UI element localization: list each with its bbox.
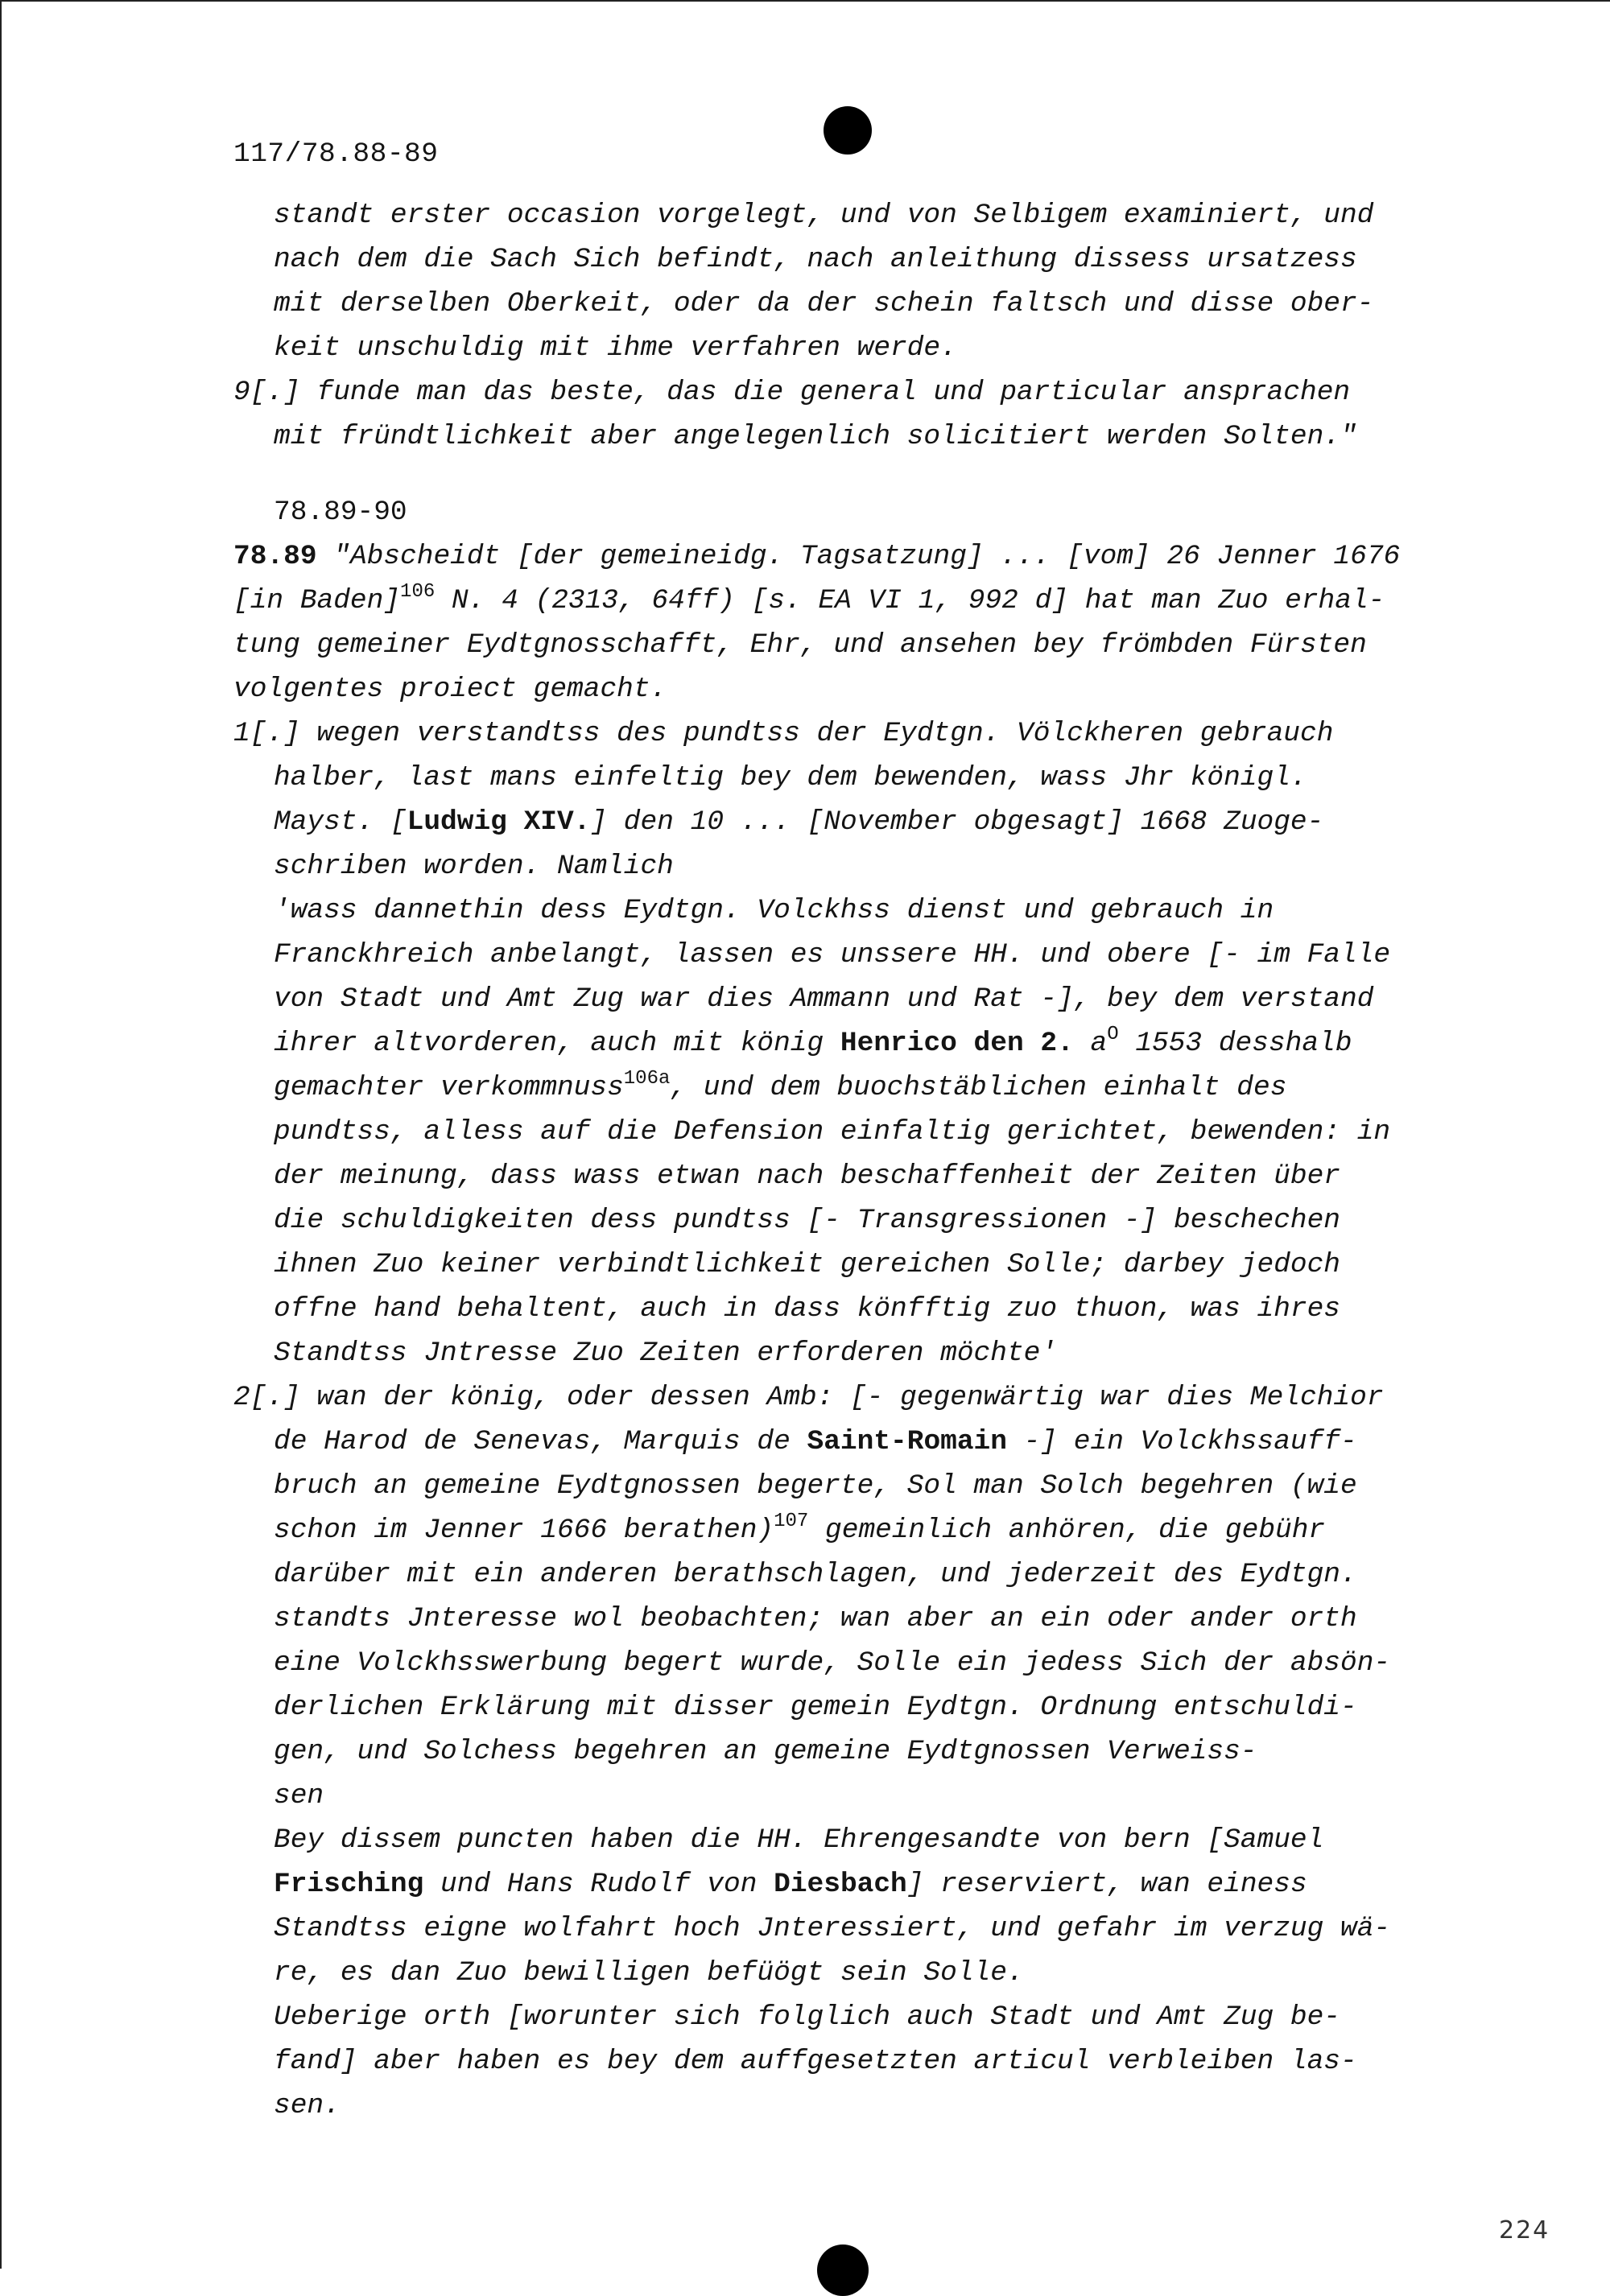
text-line <box>274 2046 1357 2078</box>
text-line <box>274 762 1307 794</box>
text-line <box>274 1824 1323 1857</box>
text-run: offne hand behaltent, auch in dass könfftig zuo thuon, was ihres <box>274 1293 1341 1325</box>
text-line <box>274 244 1357 276</box>
text-run: pundtss, alless auf die Defension einfaltig gerichtet, bewenden: in <box>274 1116 1391 1148</box>
text-run: und Hans Rudolf von <box>423 1869 774 1900</box>
footnote-marker: 106a <box>623 1067 671 1090</box>
text-run: gemeinlich anhören, die gebühr <box>808 1515 1326 1546</box>
text-run: volgentes proiect gemacht. <box>233 674 667 705</box>
text-run: von Stadt und Amt Zug war dies Ammann und Rat -], bey dem verstand <box>274 983 1374 1015</box>
text-line <box>274 288 1373 320</box>
footnote-marker: 106 <box>400 580 436 603</box>
text-run: a <box>1073 1028 1108 1059</box>
text-run: derlichen Erklärung mit disser gemein Eydtgn. Ordnung entschuldi- <box>274 1692 1357 1723</box>
text-run: -] ein Volckhssauff- <box>1006 1426 1357 1457</box>
text-line <box>274 1603 1357 1635</box>
text-line <box>233 718 1333 750</box>
text-line <box>233 629 1367 662</box>
text-line <box>274 1293 1340 1325</box>
text-run: [in Baden] <box>233 585 401 616</box>
text-run: mit fründtlichkeit aber angelegenlich solicitiert werden Solten." <box>274 421 1357 452</box>
text-line <box>274 895 1274 927</box>
text-line <box>233 1382 1384 1414</box>
footnote-marker: 107 <box>774 1510 809 1532</box>
text-line <box>274 1736 1257 1768</box>
bold-name: Diesbach <box>774 1869 907 1900</box>
text-run: gemachter verkommnuss <box>274 1072 624 1103</box>
footnote-marker: O <box>1107 1023 1119 1045</box>
text-line <box>274 2001 1340 2034</box>
document-reference: 117/78.88-89 <box>233 138 439 170</box>
text-line <box>274 332 957 365</box>
text-run: Standtss eigne wolfahrt hoch Jnteressiert, und gefahr im verzug wä- <box>274 1913 1391 1944</box>
text-line <box>274 1780 324 1812</box>
text-run: 1553 desshalb <box>1118 1028 1352 1059</box>
text-line <box>274 1249 1340 1281</box>
text-line <box>274 983 1373 1016</box>
text-run: schriben worden. Namlich <box>274 851 674 882</box>
text-run: de Harod de Senevas, Marquis de <box>274 1426 807 1457</box>
text-run: ihrer altvorderen, auch mit könig <box>274 1028 840 1059</box>
handwritten-page-number: 224 <box>1499 2216 1550 2244</box>
text-line <box>274 1426 1357 1458</box>
text-line <box>274 1913 1390 1945</box>
text-run: schon im Jenner 1666 berathen) <box>274 1515 774 1546</box>
text-line <box>233 580 1385 617</box>
text-run: der meinung, dass wass etwan nach beschaffenheit der Zeiten über <box>274 1160 1341 1192</box>
scan-left-edge <box>0 0 2 2269</box>
text-run: die schuldigkeiten dess pundtss [- Transgressionen -] beschechen <box>274 1205 1341 1236</box>
text-run: keit unschuldig mit ihme verfahren werde. <box>274 332 957 364</box>
text-run: eine Volckhsswerbung begert wurde, Solle ein jedess Sich der absön- <box>274 1647 1391 1679</box>
text-line <box>274 1116 1390 1148</box>
text-line <box>274 1559 1357 1591</box>
text-run: Bey dissem puncten haben die HH. Ehrengesandte von bern [Samuel <box>274 1824 1324 1856</box>
bold-name: 78.89 <box>233 541 317 572</box>
text-run: "Abscheidt [der gemeineidg. Tagsatzung] ... [vom] 26 Jenner 1676 <box>316 541 1401 572</box>
text-run: , und dem buochstäblichen einhalt des <box>670 1072 1287 1103</box>
text-run: sen. <box>274 2090 341 2121</box>
text-run: 'wass dannethin dess Eydtgn. Volckhss dienst und gebrauch in <box>274 895 1274 926</box>
text-line <box>274 1510 1326 1547</box>
text-line <box>274 1205 1340 1237</box>
text-run: Franckhreich anbelangt, lassen es unssere HH. und obere [- im Falle <box>274 939 1391 971</box>
text-line <box>274 1957 1024 1989</box>
text-run: standts Jnteresse wol beobachten; wan aber an ein oder ander orth <box>274 1603 1357 1634</box>
text-line <box>274 1160 1340 1193</box>
bold-name: Ludwig XIV. <box>407 806 591 838</box>
text-line <box>274 1869 1307 1901</box>
text-run: Ueberige orth [worunter sich folglich auch Stadt und Amt Zug be- <box>274 2001 1341 2033</box>
text-line <box>233 674 667 706</box>
text-line <box>233 377 1350 409</box>
text-run: ] reserviert, wan einess <box>906 1869 1307 1900</box>
text-line <box>274 851 674 883</box>
text-run: sen <box>274 1780 324 1812</box>
text-run: gen, und Solchess begehren an gemeine Eydtgnossen Verweiss- <box>274 1736 1257 1767</box>
text-run: Mayst. [ <box>274 806 407 838</box>
text-line <box>274 1067 1287 1104</box>
text-line <box>274 1023 1352 1060</box>
text-run: darüber mit ein anderen berathschlagen, und jederzeit des Eydtgn. <box>274 1559 1357 1590</box>
text-run: halber, last mans einfeltig bey dem bewenden, wass Jhr königl. <box>274 762 1307 794</box>
text-line <box>274 2090 341 2122</box>
text-line <box>274 1470 1357 1502</box>
bold-name: Frisching <box>274 1869 424 1900</box>
text-line <box>274 421 1357 453</box>
text-run: tung gemeiner Eydtgnosschafft, Ehr, und ansehen bey frömbden Fürsten <box>233 629 1367 661</box>
text-run: standt erster occasion vorgelegt, und von Selbigem examiniert, und <box>274 200 1374 231</box>
punch-hole-top <box>824 106 872 155</box>
bold-name: Henrico den 2. <box>840 1028 1074 1059</box>
text-run: 9[.] funde man das beste, das die general und particular ansprachen <box>233 377 1351 408</box>
text-run: nach dem die Sach Sich befindt, nach anleithung dissess ursatzess <box>274 244 1357 275</box>
text-line <box>274 1338 1057 1370</box>
text-run: Standtss Jntresse Zuo Zeiten erforderen möchte' <box>274 1338 1058 1369</box>
scan-top-edge <box>0 0 1610 2</box>
bold-name: Saint-Romain <box>807 1426 1007 1457</box>
text-run: re, es dan Zuo bewilligen befüögt sein Solle. <box>274 1957 1024 1989</box>
text-line <box>274 939 1390 971</box>
text-line <box>233 541 1400 573</box>
text-run: mit derselben Oberkeit, oder da der schein faltsch und disse ober- <box>274 288 1374 319</box>
text-run: N. 4 (2313, 64ff) [s. EA VI 1, 992 d] hat man Zuo erhal- <box>435 585 1385 616</box>
section-label: 78.89-90 <box>274 497 407 528</box>
text-run: ] den 10 ... [November obgesagt] 1668 Zuoge- <box>590 806 1324 838</box>
text-run: fand] aber haben es bey dem auffgesetzten articul verbleiben las- <box>274 2046 1357 2077</box>
text-run: bruch an gemeine Eydtgnossen begerte, Sol man Solch begehren (wie <box>274 1470 1357 1502</box>
text-line <box>274 806 1323 839</box>
text-line <box>274 200 1373 232</box>
text-run: 2[.] wan der könig, oder dessen Amb: [- gegenwärtig war dies Melchior <box>233 1382 1384 1413</box>
text-line <box>274 1692 1357 1724</box>
punch-hole-bottom <box>817 2244 869 2296</box>
text-line <box>274 1647 1390 1680</box>
text-run: ihnen Zuo keiner verbindtlichkeit gereichen Solle; darbey jedoch <box>274 1249 1341 1280</box>
text-run: 1[.] wegen verstandtss des pundtss der Eydtgn. Völckheren gebrauch <box>233 718 1334 749</box>
